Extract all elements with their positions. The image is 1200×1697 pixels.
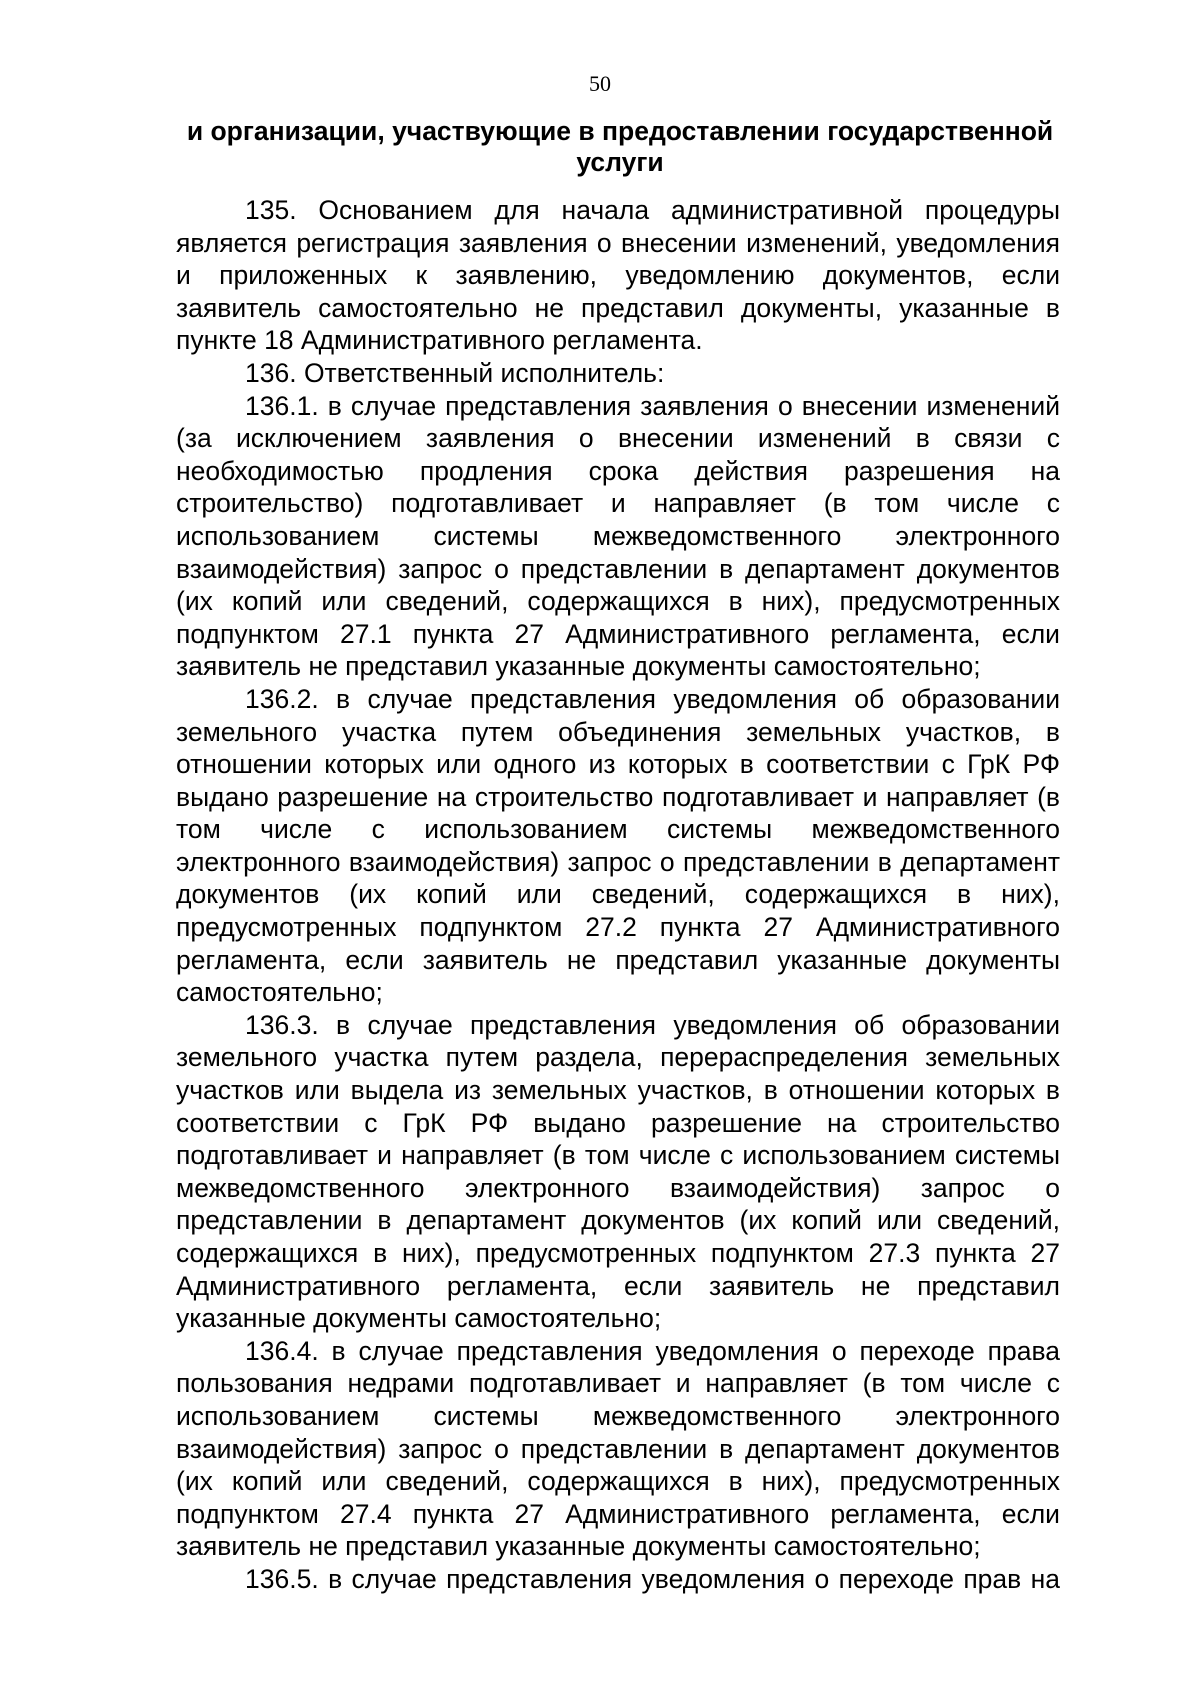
paragraph-136-4: 136.4. в случае представления уведомления о переходе права пользования недрами подготавливает и направляет (в том числе с использованием системы межведомственного электронного взаимодействия) запрос о представлении в департамент документов (их копий или сведений, содержащихся в них), предусмотренных подпунктом 27.4 пункта 27 Административного регламента, если заявитель не представил указанные документы самостоятельно; [176,1335,1060,1562]
paragraph-135: 135. Основанием для начала административной процедуры является регистрация заявления о внесении изменений, уведомления и приложенных к заявлению, уведомлению документов, если заявитель самостоятельно не представил документы, указанные в пункте 18 Административного регламента. [176,195,1060,356]
paragraph-136-2: 136.2. в случае представления уведомления об образовании земельного участка путем объединения земельных участков, в отношении которых или одного из которых в соответствии с ГрК РФ выдано разрешение на строительство подготавливает и направляет (в том числе с использованием системы межведомственного электронного взаимодействия) запрос о представлении в департамент документов (их копий или сведений, содержащихся в них), предусмотренных подпунктом 27.2 пункта 27 Административного регламента, если заявитель не представил указанные документы самостоятельно; [176,683,1060,1008]
section-heading: и организации, участвующие в предоставлении государственной услуги [186,116,1054,177]
document-body [176,194,1060,1596]
paragraph-136-1: 136.1. в случае представления заявления о внесении изменений (за исключением заявления о внесении изменений в связи с необходимостью продления срока действия разрешения на строительство) подготавливает и направляет (в том числе с использованием системы межведомственного электронного взаимодействия) запрос о представлении в департамент документов (их копий или сведений, содержащихся в них), предусмотренных подпунктом 27.1 пункта 27 Административного регламента, если заявитель не представил указанные документы самостоятельно; [176,390,1060,682]
paragraph-136-5: 136.5. в случае представления уведомления о переходе прав на [245,1563,1060,1594]
paragraph-136: 136. Ответственный исполнитель: [245,357,665,388]
page-number: 50 [589,71,611,96]
paragraph-136-3: 136.3. в случае представления уведомления об образовании земельного участка путем раздела, перераспределения земельных участков или выдела из земельных участков, в отношении которых в соответствии с ГрК РФ выдано разрешение на строительство подготавливает и направляет (в том числе с использованием системы межведомственного электронного взаимодействия) запрос о представлении в департамент документов (их копий или сведений, содержащихся в них), предусмотренных подпунктом 27.3 пункта 27 Административного регламента, если заявитель не представил указанные документы самостоятельно; [176,1009,1060,1334]
